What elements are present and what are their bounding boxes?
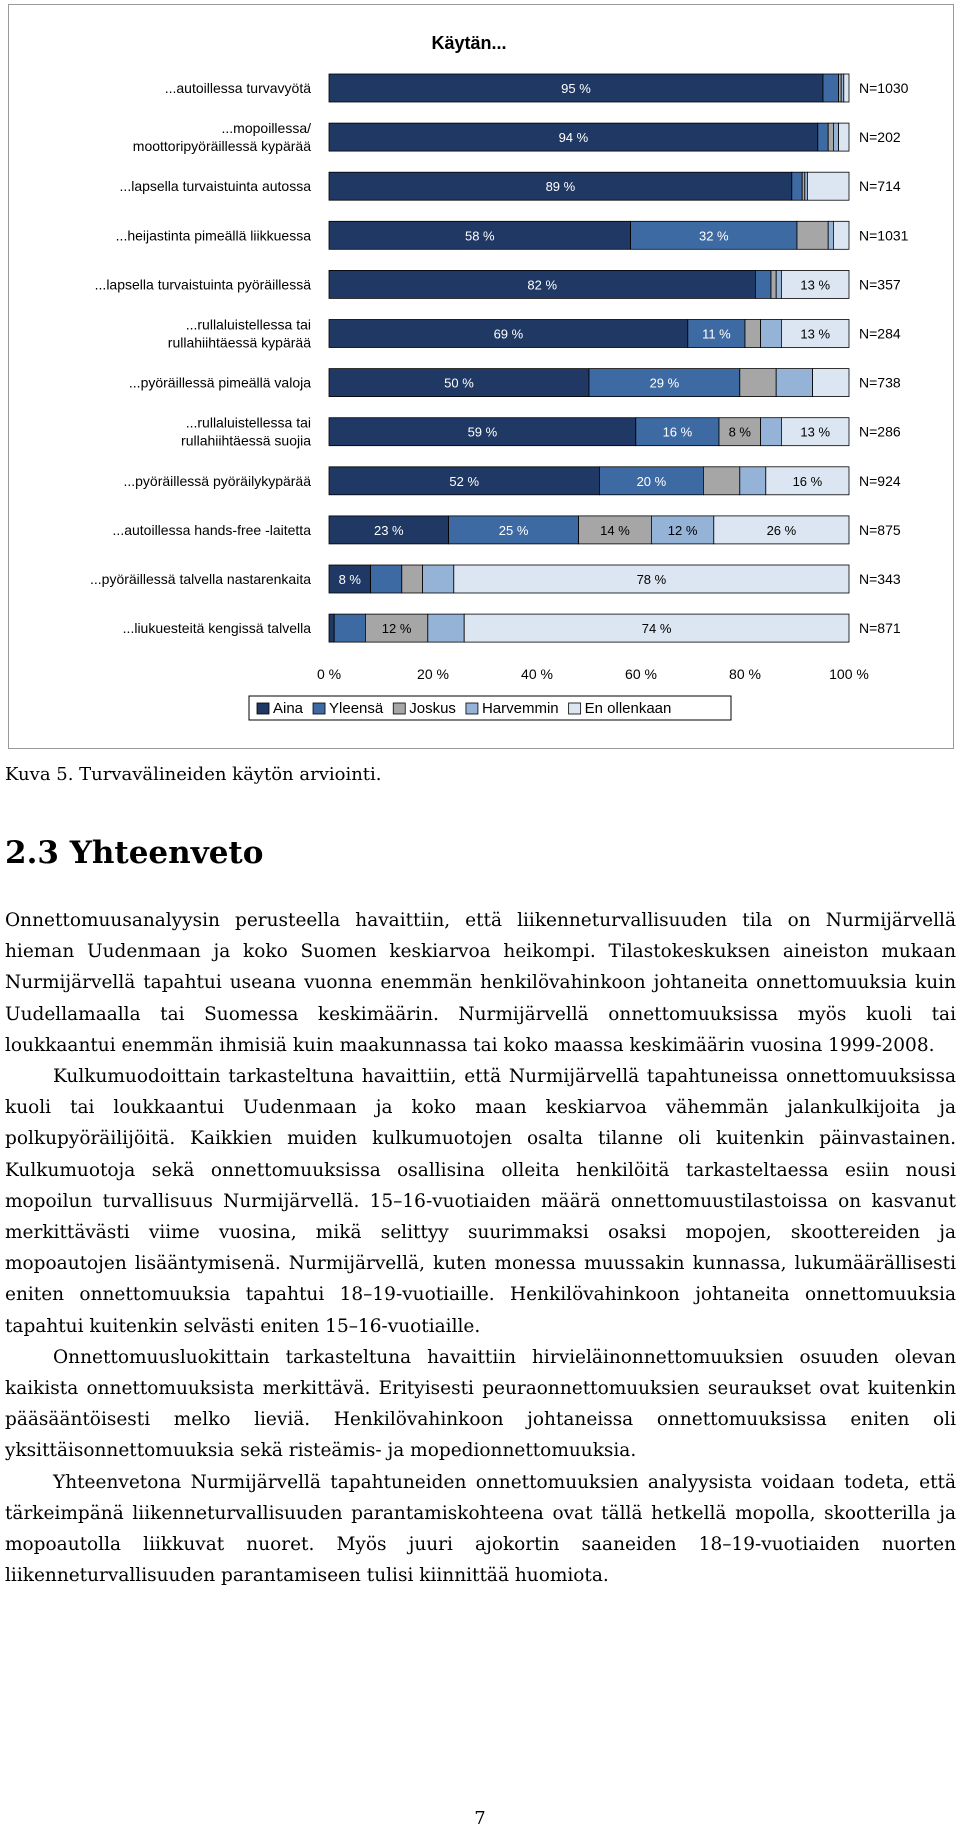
bar-segment: [823, 74, 839, 102]
bar-segment: [818, 123, 828, 151]
data-label: 16 %: [662, 424, 693, 440]
bar-segment: [740, 467, 766, 495]
data-label: 16 %: [792, 473, 823, 489]
data-label: 52 %: [449, 473, 480, 489]
chart-container: [8, 4, 954, 749]
legend-swatch: [569, 703, 581, 714]
bar-segment: [792, 172, 802, 200]
category-label: ...rullaluistellessa tai: [185, 316, 311, 333]
stacked-bar-chart: [9, 5, 953, 748]
data-label: 14 %: [600, 522, 630, 538]
bar-segment: [423, 565, 454, 593]
legend-swatch: [257, 703, 269, 714]
n-label: N=284: [859, 325, 901, 342]
x-tick-label: 60 %: [625, 666, 657, 682]
data-label: 78 %: [636, 572, 667, 587]
legend-swatch: [466, 703, 478, 714]
paragraph-2: Kulkumuodoittain tarkasteltuna havaittiin, että Nurmijärvellä tapahtuneissa onnettomuuksissa kuoli tai loukkaantui Uudenmaan ja koko maan keskiarvoa vähemmän jalankulkijoita ja polkupyöräilijöitä. Kaikkien muiden kulkumuotojen osalta tilanne oli kuitenkin päinvastainen. Kulkumuotoja sekä onnettomuuksissa osallisina olleita henkilöitä tarkasteltaessa esiin nousi mopoilun turvallisuus Nurmijärvellä. 15–16-vuotiaiden määrä onnettomuustilastoissa on kasvanut merkittävästi viime vuosina, mikä selittyy suurimmaksi osaksi mopojen, skoottereiden ja mopoautojen lisääntymisenä. Nurmijärvellä, kuten monessa muussakin kunnassa, lukumäärällisesti eniten onnettomuuksia tapahtui 18–19-vuotiaille. Henkilövahinkoon johtaneita onnettomuuksia tapahtui kuitenkin selvästi eniten 15–16-vuotiaille.: [5, 1066, 956, 1337]
n-label: N=871: [859, 620, 901, 637]
category-label: ...rullaluistellessa tai: [185, 414, 311, 431]
legend-swatch: [313, 703, 325, 714]
data-label: 95 %: [561, 81, 591, 96]
data-label: 20 %: [636, 473, 667, 489]
legend-swatch: [393, 703, 405, 714]
bar-segment: [771, 270, 776, 298]
data-label: 26 %: [766, 522, 797, 538]
bar-segment: [755, 270, 771, 298]
bar-segment: [828, 123, 833, 151]
paragraph-3: Onnettomuusluokittain tarkasteltuna havaittiin hirvieläinonnettomuuksien osuuden olevan kaikista onnettomuuksista merkittävä. Erityisesti peuraonnettomuuksien seuraukset ovat kuitenkin pääsääntöisesti melko lieviä. Henkilövahinkoon johtaneissa onnettomuuksissa eniten oli yksittäisonnettomuuksia sekä risteämis- ja mopedionnettomuuksia.: [5, 1346, 956, 1462]
category-label: ...lapsella turvaistuinta pyöräillessä: [94, 276, 311, 293]
figure-caption: Kuva 5. Turvavälineiden käytön arviointi.: [5, 764, 382, 785]
category-label: ...mopoillessa/: [221, 120, 311, 137]
bar-segment: [807, 172, 849, 200]
bar-segment: [761, 320, 782, 348]
data-label: 29 %: [649, 375, 680, 391]
legend-entry: Joskus: [409, 700, 456, 717]
legend-entry: Harvemmin: [481, 700, 559, 717]
n-label: N=286: [859, 423, 901, 440]
n-label: N=357: [859, 276, 901, 293]
n-label: N=714: [859, 178, 901, 195]
bar-segment: [813, 369, 849, 397]
data-label: 58 %: [464, 228, 495, 244]
bar-segment: [828, 221, 833, 249]
bar-segment: [402, 565, 423, 593]
data-label: 69 %: [493, 326, 524, 342]
data-label: 94 %: [558, 130, 589, 146]
category-label: ...autoillessa hands-free -laitetta: [112, 521, 311, 538]
data-label: 25 %: [498, 522, 529, 538]
n-label: N=343: [859, 571, 901, 587]
legend-entry: Yleensä: [329, 700, 384, 717]
x-tick-label: 40 %: [521, 666, 553, 682]
bar-segment: [797, 221, 828, 249]
bar-segment: [761, 418, 782, 446]
category-label: ...pyöräillessä pyöräilykypärää: [123, 472, 311, 489]
category-label: rullahiihtäessä kypärää: [167, 334, 311, 351]
legend-entry: Aina: [273, 700, 304, 717]
data-label: 82 %: [527, 277, 558, 293]
data-label: 13 %: [800, 277, 831, 293]
legend-entry: En ollenkaan: [584, 700, 672, 717]
data-label: 59 %: [467, 424, 498, 440]
paragraph-1: Onnettomuusanalyysin perusteella havaittiin, että liikenneturvallisuuden tila on Nurmijärvellä hieman Uudenmaan ja koko Suomen keskiarvoa heikompi. Tilastokeskuksen aineiston mukaan Nurmijärvellä tapahtui useana vuonna enemmän henkilövahinkoon johtaneita onnettomuuksia kuin Uudellamaalla tai Suomessa keskimäärin. Nurmijärvellä onnettomuuksissa myös kuoli tai loukkaantui enemmän ihmisiä kuin maakunnassa tai koko maassa keskimäärin vuosina 1999-2008.: [5, 910, 956, 1056]
data-label: 23 %: [373, 522, 404, 538]
category-label: ...liukuesteitä kengissä talvella: [122, 620, 311, 637]
data-label: 8 %: [728, 424, 752, 440]
category-label: moottoripyöräillessä kypärää: [132, 138, 311, 155]
bar-segment: [371, 565, 402, 593]
bar-segment: [833, 221, 849, 249]
bar-segment: [740, 369, 776, 397]
data-label: 12 %: [381, 621, 412, 637]
bar-segment: [703, 467, 739, 495]
chart-title: Käytän...: [431, 33, 507, 53]
n-label: N=924: [859, 472, 901, 489]
n-label: N=1031: [859, 227, 909, 244]
n-label: N=738: [859, 374, 901, 391]
x-tick-label: 100 %: [829, 666, 869, 682]
data-label: 13 %: [800, 326, 831, 342]
bar-segment: [329, 614, 334, 642]
category-label: ...lapsella turvaistuinta autossa: [119, 178, 311, 195]
data-label: 74 %: [641, 621, 672, 637]
page-number: 7: [474, 1808, 486, 1829]
data-label: 89 %: [545, 179, 576, 195]
bar-segment: [833, 123, 838, 151]
category-label: ...pyöräillessä talvella nastarenkaita: [89, 571, 311, 587]
data-label: 8 %: [338, 572, 362, 587]
bar-segment: [776, 270, 781, 298]
x-tick-label: 0 %: [316, 666, 342, 682]
paragraph-4: Yhteenvetona Nurmijärvellä tapahtuneiden onnettomuuksien analyysista voidaan todeta, että tärkeimpänä liikenneturvallisuuden parantamiskohteena ovat tällä hetkellä mopolla, skootterilla ja mopoautolla liikkuvat nuoret. Myös juuri ajokortin saaneiden 18–19-vuotiaiden nuorten liikenneturvallisuuden parantamiseen tulisi kiinnittää huomiota.: [5, 1471, 956, 1587]
bar-segment: [745, 320, 761, 348]
bar-segment: [428, 614, 464, 642]
n-label: N=875: [859, 521, 901, 538]
category-label: rullahiihtäessä suojia: [181, 432, 311, 449]
category-label: ...autoillessa turvavyötä: [164, 80, 311, 96]
bar-segment: [776, 369, 812, 397]
x-tick-label: 20 %: [417, 666, 449, 682]
x-tick-label: 80 %: [729, 666, 761, 682]
bar-segment: [839, 123, 849, 151]
n-label: N=1030: [859, 80, 909, 96]
data-label: 50 %: [444, 375, 474, 391]
data-label: 32 %: [698, 228, 729, 244]
section-heading: 2.3 Yhteenveto: [5, 835, 264, 871]
data-label: 11 %: [702, 326, 731, 342]
category-label: ...heijastinta pimeällä liikkuessa: [115, 227, 311, 244]
data-label: 12 %: [667, 522, 698, 538]
bar-segment: [844, 74, 849, 102]
data-label: 13 %: [800, 424, 831, 440]
body-text: [5, 905, 956, 1591]
n-label: N=202: [859, 129, 901, 146]
bar-segment: [334, 614, 365, 642]
category-label: ...pyöräillessä pimeällä valoja: [128, 374, 311, 391]
